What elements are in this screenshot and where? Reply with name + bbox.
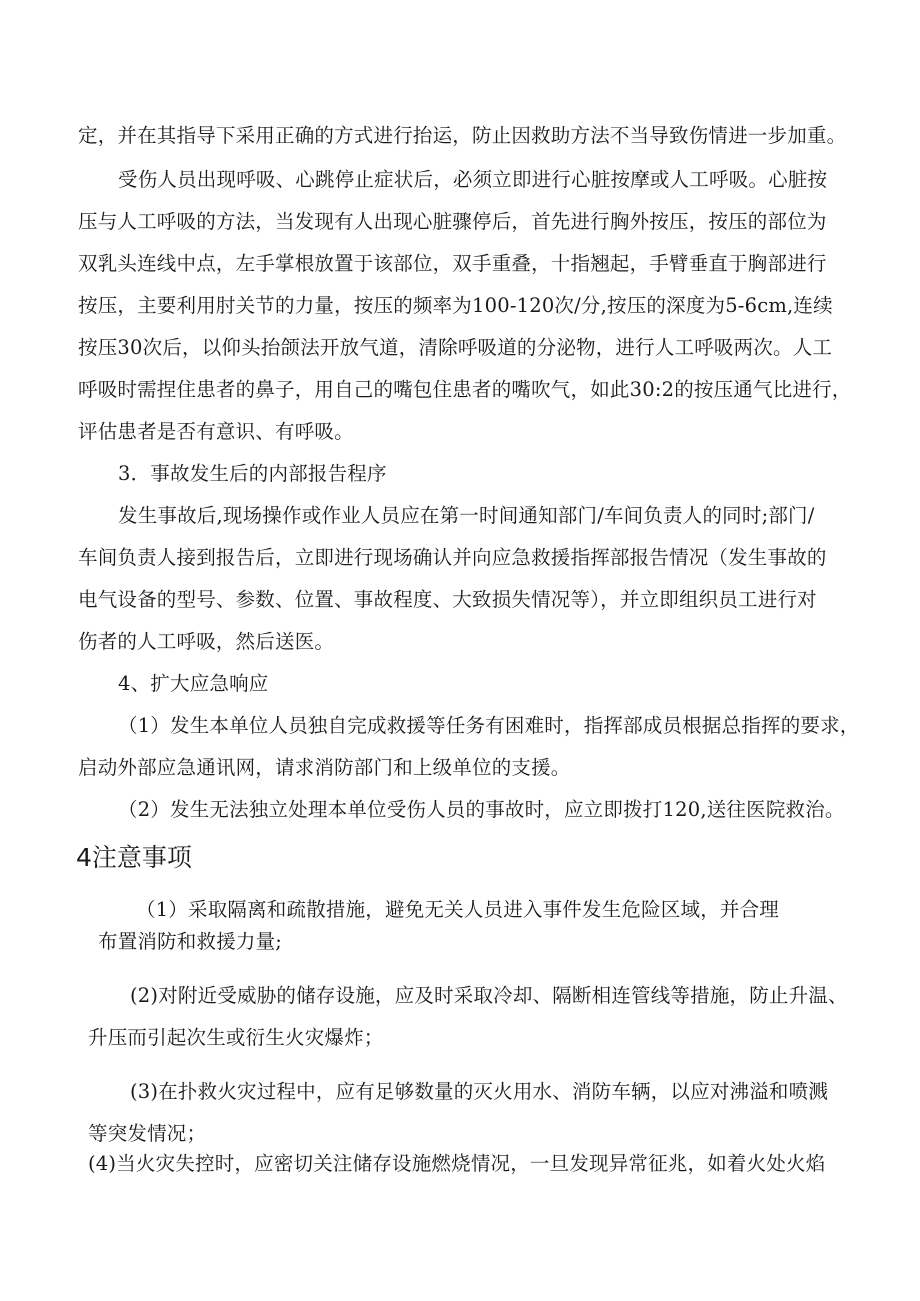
text-line: 发生事故后,现场操作或作业人员应在第一时间通知部门/车间负责人的同时;部门/: [118, 504, 815, 527]
text-line: 启动外部应急通讯网，请求消防部门和上级单位的支援。: [78, 756, 571, 779]
text-line: 压与人工呼吸的方法，当发现有人出现心脏骤停后，首先进行胸外按压，按压的部位为: [78, 210, 827, 233]
text-line: 电气设备的型号、参数、位置、事故程度、大致损失情况等），并立即组织员工进行对: [78, 588, 817, 611]
subsection-title: 3．事故发生后的内部报告程序: [118, 462, 387, 485]
note-line: （1）采取隔离和疏散措施，避免无关人员进入事件发生危险区域，并合理: [136, 898, 780, 921]
text-line: 受伤人员出现呼吸、心跳停止症状后，必须立即进行心脏按摩或人工呼吸。心脏按: [118, 168, 828, 191]
note-line: 等突发情况；: [88, 1122, 207, 1145]
text-line: （2）发生无法独立处理本单位受伤人员的事故时，应立即拨打120,送往医院救治。: [118, 798, 845, 821]
text-line: （1）发生本单位人员独自完成救援等任务有困难时，指挥部成员根据总指挥的要求，: [118, 714, 860, 737]
note-line: (4)当火灾失控时，应密切关注储存设施燃烧情况，一旦发现异常征兆，如着火处火焰: [88, 1152, 826, 1175]
text-line: 定，并在其指导下采用正确的方式进行抬运，防止因救助方法不当导致伤情进一步加重。: [78, 124, 847, 147]
text-line: 伤者的人工呼吸，然后送医。: [78, 630, 335, 653]
text-line: 评估患者是否有意识、有呼吸。: [78, 420, 354, 443]
text-line: 双乳头连线中点，左手掌根放置于该部位，双手重叠，十指翘起，手臂垂直于胸部进行: [78, 252, 827, 275]
text-line: 按压，主要利用肘关节的力量，按压的频率为100-120次/分,按压的深度为5-6cm,连续: [78, 294, 833, 317]
text-line: 按压30次后，以仰头抬颌法开放气道，清除呼吸道的分泌物，进行人工呼吸两次。人工: [78, 336, 833, 359]
note-line: 布置消防和救援力量;: [98, 930, 283, 953]
section-heading: 4注意事项: [76, 843, 192, 872]
note-line: 升压而引起次生或衍生火灾爆炸；: [88, 1026, 384, 1049]
text-line: 呼吸时需捏住患者的鼻子，用自己的嘴包住患者的嘴吹气，如此30:2的按压通气比进行，: [78, 378, 852, 401]
note-line: (3)在扑救火灾过程中，应有足够数量的灭火用水、消防车辆，以应对沸溢和喷溅: [130, 1080, 829, 1103]
subsection-title: 4、扩大应急响应: [118, 672, 269, 695]
text-line: 车间负责人接到报告后，立即进行现场确认并向应急救援指挥部报告情况（发生事故的: [78, 546, 827, 569]
note-line: (2)对附近受威胁的储存设施，应及时采取冷却、隔断相连管线等措施，防止升温、: [130, 984, 848, 1007]
